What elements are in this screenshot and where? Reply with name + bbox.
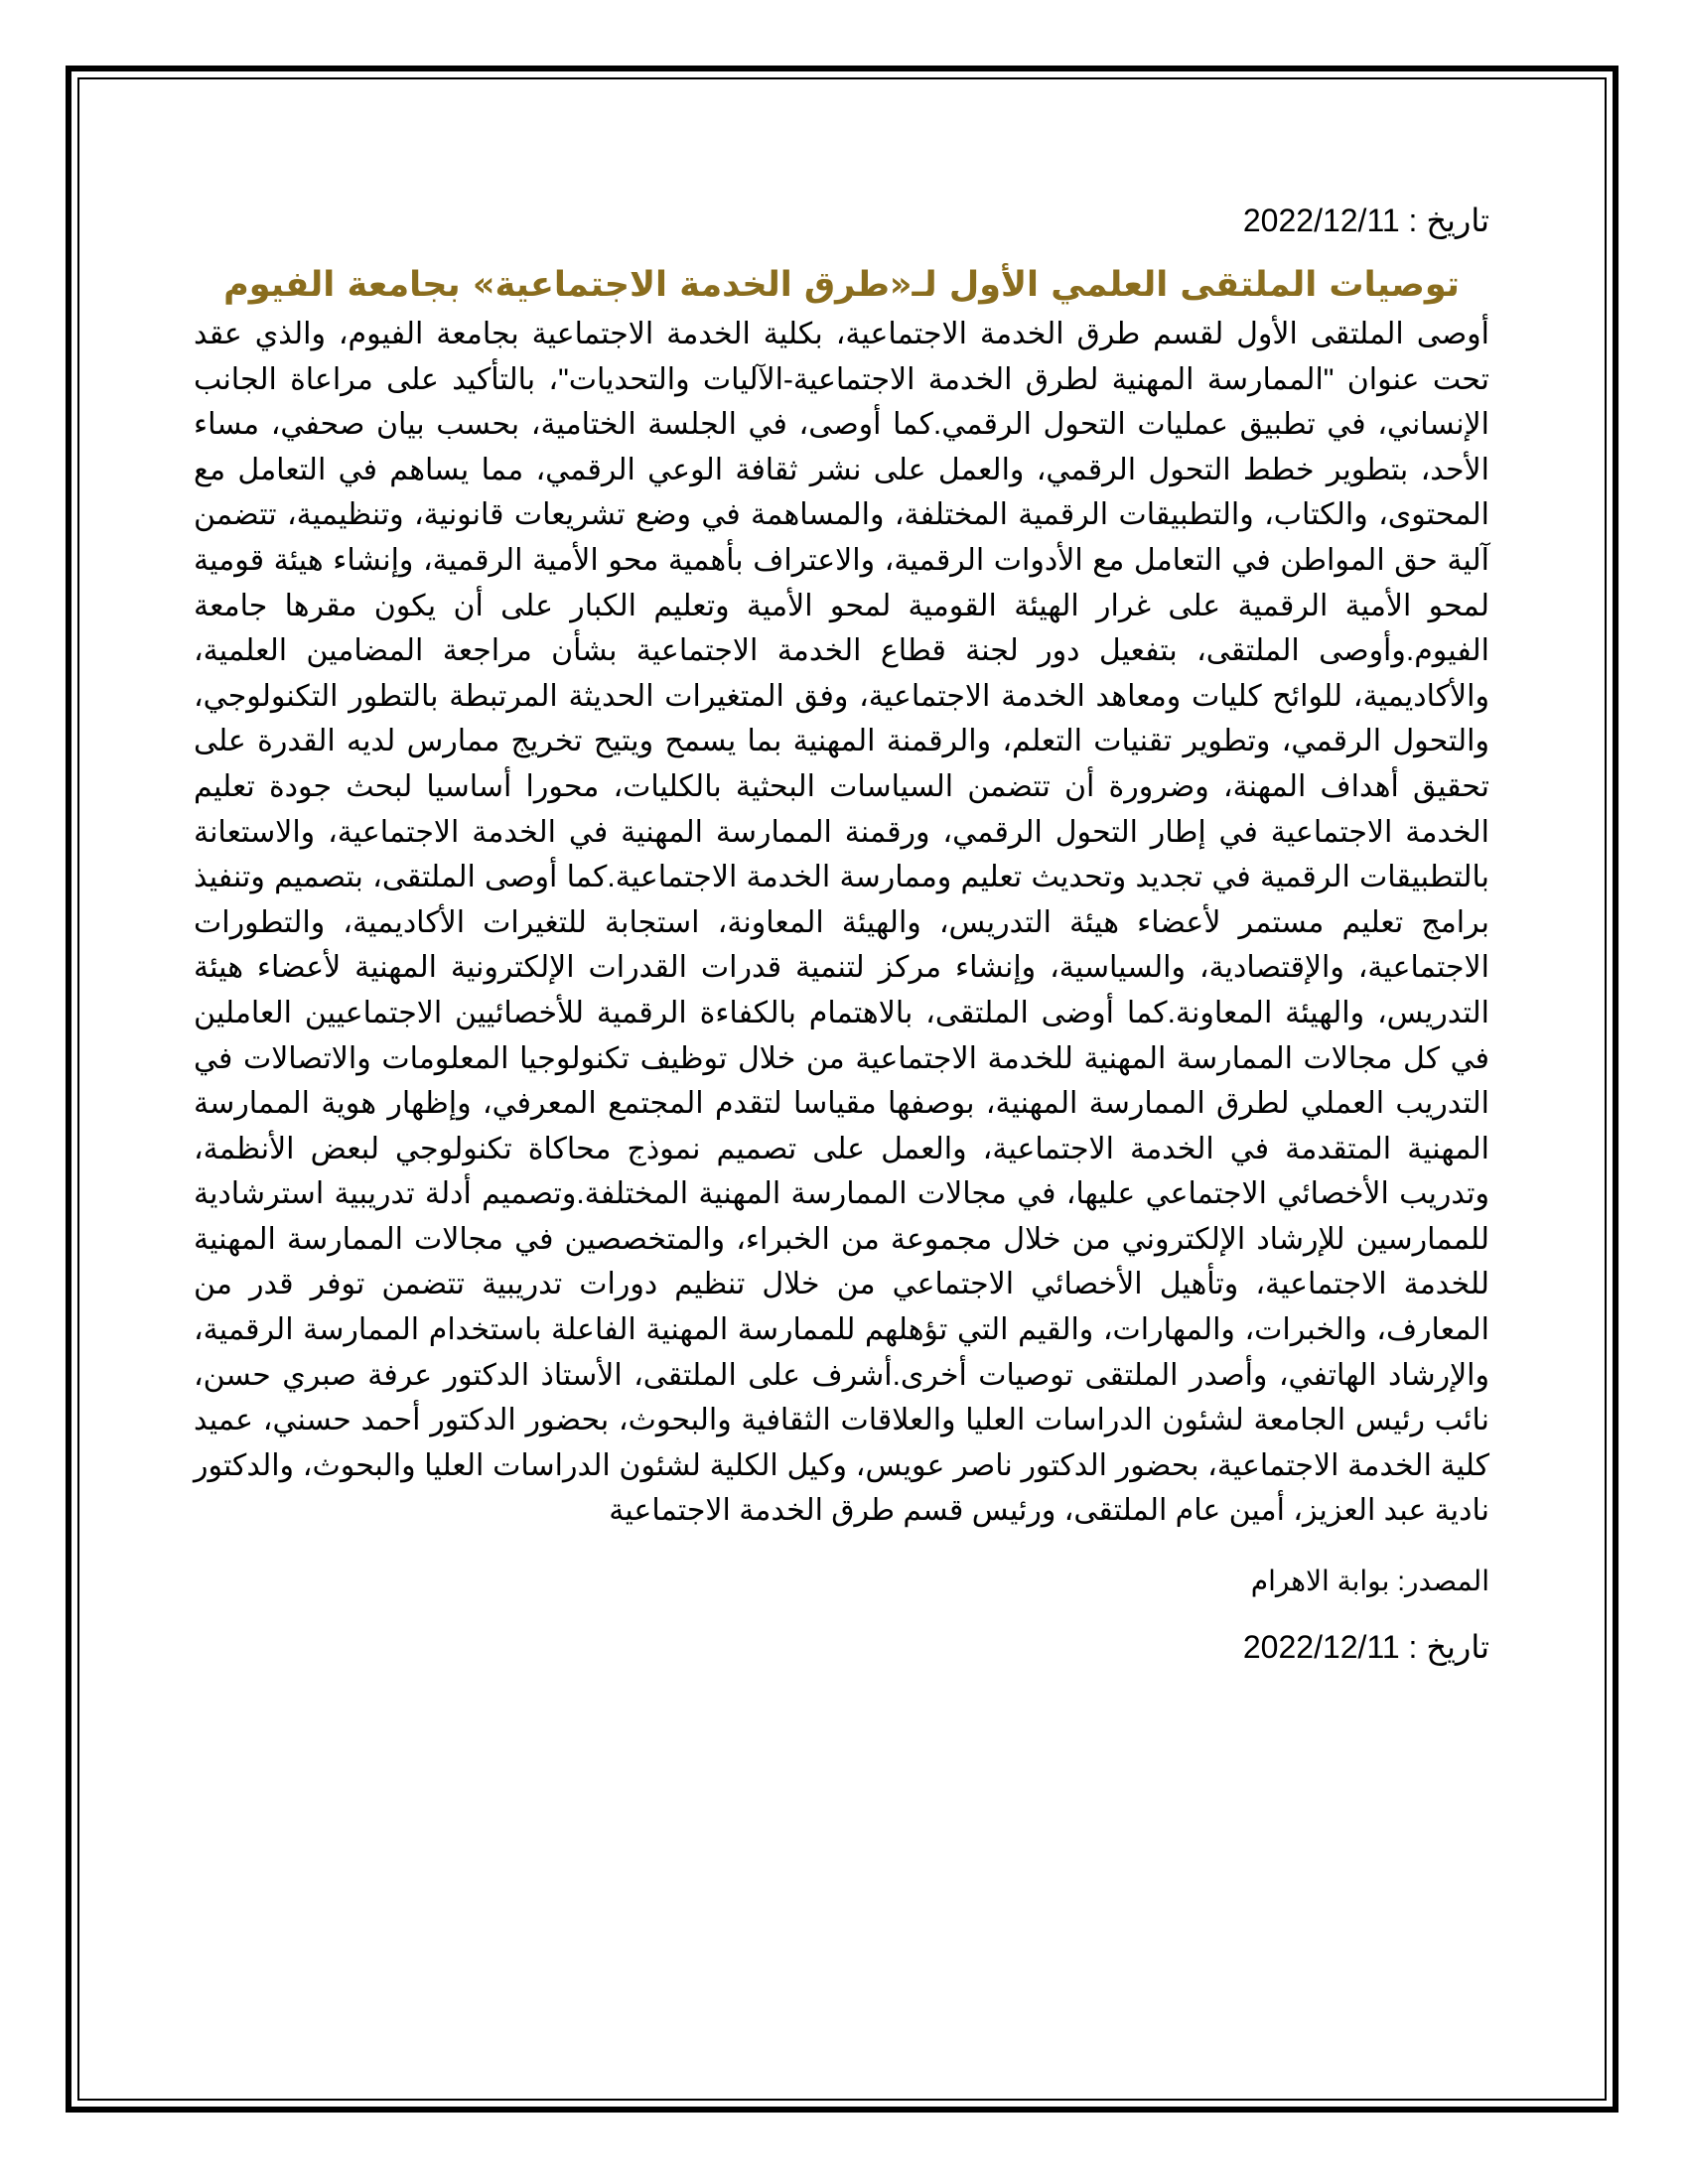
date-top: تاريخ : 2022/12/11 (1242, 203, 1489, 238)
date-bottom: تاريخ : 2022/12/11 (1242, 1629, 1489, 1666)
article-body: أوصى الملتقى الأول لقسم طرق الخدمة الاجتماعية، بكلية الخدمة الاجتماعية بجامعة الفيوم، والذي عقد تحت عنوان "الممارسة المهنية لطرق الخدمة الاجتماعية-الآليات والتحديات"، بالتأكيد على مراعاة الجانب الإنساني، في تطبيق عمليات التحول الرقمي.كما أوصى، في الجلسة الختامية، بحسب بيان صحفي، مساء الأحد، بتطوير خطط التحول الرقمي، والعمل على نشر ثقافة الوعي الرقمي، مما يساهم في التعامل مع المحتوى، والكتاب، والتطبيقات الرقمية المختلفة، والمساهمة في وضع تشريعات قانونية، وتنظيمية، تتضمن آلية حق المواطن في التعامل مع الأدوات الرقمية، والاعتراف بأهمية محو الأمية الرقمية، وإنشاء هيئة قومية لمحو الأمية الرقمية على غرار الهيئة القومية لمحو الأمية وتعليم الكبار على أن يكون مقرها جامعة الفيوم.وأوصى الملتقى، بتفعيل دور لجنة قطاع الخدمة الاجتماعية بشأن مراجعة المضامين العلمية، والأكاديمية، للوائح كليات ومعاهد الخدمة الاجتماعية، وفق المتغيرات الحديثة المرتبطة بالتطور التكنولوجي، والتحول الرقمي، وتطوير تقنيات التعلم، والرقمنة المهنية بما يسمح ويتيح تخريج ممارس لديه القدرة على تحقيق أهداف المهنة، وضرورة أن تتضمن السياسات البحثية بالكليات، محورا أساسيا لبحث جودة تعليم الخدمة الاجتماعية في إطار التحول الرقمي، ورقمنة الممارسة المهنية في الخدمة الاجتماعية، والاستعانة بالتطبيقات الرقمية في تجديد وتحديث تعليم وممارسة الخدمة الاجتماعية.كما أوصى الملتقى، بتصميم وتنفيذ برامج تعليم مستمر لأعضاء هيئة التدريس، والهيئة المعاونة، استجابة للتغيرات الأكاديمية، والتطورات الاجتماعية، والإقتصادية، والسياسية، وإنشاء مركز لتنمية قدرات القدرات الإلكترونية المهنية لأعضاء هيئة التدريس، والهيئة المعاونة.كما أوضى الملتقى، بالاهتمام بالكفاءة الرقمية للأخصائيين الاجتماعيين العاملين في كل مجالات الممارسة المهنية للخدمة الاجتماعية من خلال توظيف تكنولوجيا المعلومات والاتصالات في التدريب العملي لطرق الممارسة المهنية، بوصفها مقياسا لتقدم المجتمع المعرفي، وإظهار هوية الممارسة المهنية المتقدمة في الخدمة الاجتماعية، والعمل على تصميم نموذج محاكاة تكنولوجي لبعض الأنظمة، وتدريب الأخصائي الاجتماعي عليها، في مجالات الممارسة المهنية المختلفة.وتصميم أدلة تدريبية استرشادية للممارسين للإرشاد الإلكتروني من خلال مجموعة من الخبراء، والمتخصصين في مجالات الممارسة المهنية للخدمة الاجتماعية، وتأهيل الأخصائي الاجتماعي من خلال تنظيم دورات تدريبية تتضمن توفر قدر من المعارف، والخبرات، والمهارات، والقيم التي تؤهلهم للممارسة المهنية الفاعلة باستخدام الممارسة الرقمية، والإرشاد الهاتفي، وأصدر الملتقى توصيات أخرى.أشرف على الملتقى، الأستاذ الدكتور عرفة صبري حسن، نائب رئيس الجامعة لشئون الدراسات العليا والعلاقات الثقافية والبحوث، بحضور الدكتور أحمد حسني، عميد كلية الخدمة الاجتماعية، بحضور الدكتور ناصر عويس، وكيل الكلية لشئون الدراسات العليا والبحوث، والدكتور نادية عبد العزيز، أمين عام الملتقى، ورئيس قسم طرق الخدمة الاجتماعية (194, 318, 1490, 1528)
document-content (194, 199, 1489, 1669)
headline: توصيات الملتقى العلمي الأول لـ«طرق الخدمة الاجتماعية» بجامعة الفيوم (223, 265, 1460, 305)
source-line: المصدر: بوابة الاهرام (1250, 1566, 1489, 1597)
